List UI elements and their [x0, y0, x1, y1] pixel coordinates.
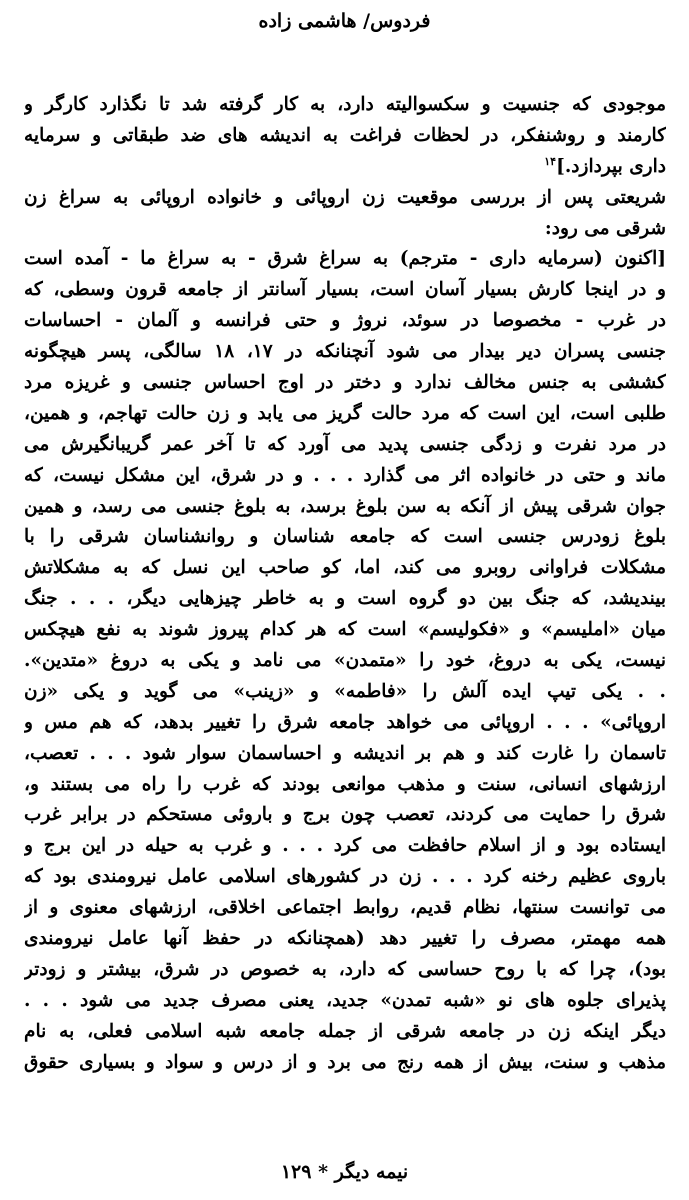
text-line: شرقی می رود: — [544, 217, 666, 239]
footnote-marker: ۱۴ — [544, 154, 557, 168]
text-line: می توانست سنتها، نظام قدیم، روابط اجتماعی اخلاقی، ارزشهای معنوی و از — [24, 897, 666, 919]
text-line: ایستاده بود و از اسلام حافظت می کرد . . . و غرب به حیله در این برج و — [24, 835, 666, 857]
text-line: جنسی پسران دیر بیدار می شود آنچنانکه در ۱۷، ۱۸ سالگی، پسر هیچگونه — [24, 341, 666, 363]
body-text — [24, 90, 666, 1079]
running-head: فردوس/ هاشمی زاده — [258, 10, 431, 32]
text-line — [24, 152, 666, 183]
text-line: پذیرای جلوه های نو «شبه تمدن» جدید، یعنی مصرف جدید می شود . . . — [24, 989, 666, 1011]
text-line: بلوغ زودرس جنسی است که جامعه شناسان و روانشناسان شرقی را با — [24, 526, 666, 548]
text-line: باروی عظیم رخنه کرد . . . زن در کشورهای اسلامی عامل نیرومندی بود که — [24, 866, 666, 888]
text-line-content: داری بپردازد.] — [556, 155, 666, 177]
text-line: میان «املیسم» و «فکولیسم» است که هر کدام پیروز شوند به نفع هیچکس — [24, 619, 666, 641]
text-line: بود)، چرا که با روح حساسی که دارد، به خصوص در شرق، بیشتر و زودتر — [24, 958, 666, 980]
page-footer: نیمه دیگر * ۱۲۹ — [280, 1161, 409, 1183]
text-line: شریعتی پس از بررسی موقعیت زن اروپائی و خانواده اروپائی به سراغ زن — [24, 186, 666, 208]
text-line: همه مهمتر، مصرف را تغییر دهد (همچنانکه در حفظ آنها عامل نیرومندی — [24, 928, 666, 950]
text-line: مشکلات فراوانی روبرو می کند، اما، کو صاحب این نسل که به مشکلاتش — [24, 557, 666, 579]
text-line: تاسمان را غارت کند و هم بر اندیشه و احساسمان سوار شود . . . تعصب، — [24, 742, 666, 764]
text-line: نیست، یکی به دروغ، خود را «متمدن» می نامد و یکی به دروغ «متدین». — [24, 650, 666, 672]
text-line: در مرد نفرت و زدگی جنسی پدید می آورد که تا آخر عمر گریبانگیرش می — [24, 433, 666, 455]
text-line: جوان شرقی پیش از آنکه به سن بلوغ برسد، به بلوغ جنسی می رسد، و همین — [24, 495, 666, 517]
text-line: مذهب و سنت، بیش از همه رنج می برد و از درس و سواد و بسیاری حقوق — [24, 1051, 666, 1073]
text-line: . . یکی تیپ ایده آلش را «فاطمه» و «زینب» می گوید و یکی «زن — [24, 680, 666, 702]
text-line: در غرب - مخصوصا در سوئد، نروژ و حتی فرانسه و آلمان - احساسات — [24, 310, 666, 332]
text-line: ارزشهای انسانی، سنت و مذهب موانعی بودند که غرب را راه می بستند و، — [24, 773, 666, 795]
text-line: موجودی که جنسیت و سکسوالیته دارد، به کار گرفته شد تا نگذارد کارگر و — [24, 94, 666, 115]
text-line: کارمند و روشنفکر، در لحظات فراغت به اندیشه های ضد طبقاتی و سرمایه — [24, 124, 666, 146]
text-line: [اکنون (سرمایه داری - مترجم) به سراغ شرق - به سراغ ما - آمده است — [24, 248, 666, 270]
text-line: شرق را حمایت می کردند، تعصب چون برج و باروئی مستحکم در برابر غرب — [24, 804, 666, 826]
text-line: بیندیشد، که جنگ بین دو گروه است و به خاطر چیزهایی دیگر، . . . جنگ — [24, 588, 666, 610]
text-line: ماند و حتی در خانواده اثر می گذارد . . . و در شرق، این مشکل نیست، که — [24, 464, 666, 486]
text-line: اروپائی» . . . اروپائی می خواهد جامعه شرق را تغییر بدهد، که هم مس و — [24, 711, 666, 733]
text-line: و در اینجا کارش بسیار آسان است، بسیار آسانتر از جامعه قرون وسطی، که — [24, 279, 666, 301]
text-line: کششی به جنس مخالف ندارد و دختر در اوج احساس جنسی و غریزه مرد — [24, 372, 666, 394]
text-line: طلبی است، این است که مرد حالت گریز می یابد و زن حالت تهاجم، و همین، — [24, 402, 666, 424]
text-line: دیگر اینکه زن در جامعه شرقی از جمله جامعه شبه اسلامی فعلی، به نام — [24, 1020, 666, 1042]
